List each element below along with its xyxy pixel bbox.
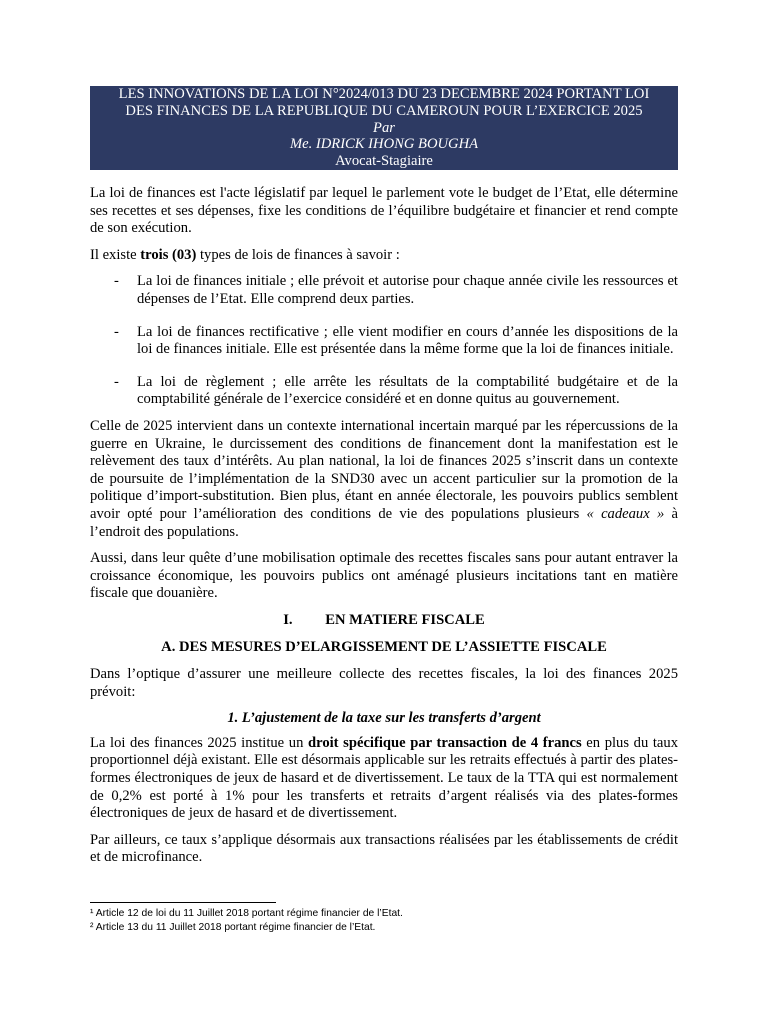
types-text-after: types de lois de finances à savoir : — [196, 246, 400, 263]
list-item — [90, 273, 678, 308]
footnote-separator — [90, 902, 276, 903]
context-text-after: à l’endroit des populations. — [90, 505, 678, 540]
intro-paragraph: La loi de finances est l'acte législatif par lequel le parlement vote le budget de l’Etat, elle détermine ses recettes et ses dépenses, fixe les conditions de l’équilibre budgétaire et financier et rend compte de son exécution. — [90, 185, 678, 237]
subheading-1: 1. L’ajustement de la taxe sur les transferts d’argent — [227, 710, 541, 727]
title-line-2: DES FINANCES DE LA REPUBLIQUE DU CAMEROUN POUR L’EXERCICE 2025 — [125, 102, 643, 119]
section-title: EN MATIERE FISCALE — [325, 611, 485, 628]
title-banner — [90, 86, 678, 170]
aussi-paragraph: Aussi, dans leur quête d’une mobilisation optimale des recettes fiscales sans pour autant entraver la croissance économique, les pouvoirs publics ont aménagé plusieurs incitations tant en matière fiscale que douanière. — [90, 550, 678, 602]
optique-paragraph: Dans l’optique d’assurer une meilleure collecte des recettes fiscales, la loi des finances 2025 prévoit: — [90, 666, 678, 700]
types-list — [90, 273, 678, 409]
by-label: Par — [373, 119, 395, 136]
tta-text-before: La loi des finances 2025 institue un — [90, 734, 308, 751]
title-line-1: LES INNOVATIONS DE LA LOI N°2024/013 DU 23 DECEMBRE 2024 PORTANT LOI — [118, 86, 650, 102]
context-text-before: Celle de 2025 intervient dans un contexte international incertain marqué par les répercussions de la guerre en Ukraine, le durcissement des conditions de financement dont la manifestation est le relèvement des taux d’intérêts. Au plan national, la loi de finances 2025 s’inscrit dans un contexte de poursuite de l’implémentation de la SND30 avec un accent particulier sur la promotion de la politique d’import-substitution. Bien plus, étant en année électorale, les pouvoirs publics semblent avoir opté pour l’amélioration des conditions de vie des populations plusieurs — [90, 417, 678, 522]
document-body — [90, 185, 678, 876]
tta-bold: droit spécifique par transaction de 4 francs — [308, 734, 582, 751]
subsection-heading-a: A. DES MESURES D’ELARGISSEMENT DE L’ASSIETTE FISCALE — [161, 639, 607, 656]
tta-paragraph — [90, 735, 678, 823]
types-paragraph — [90, 247, 678, 265]
author-name: Me. IDRICK IHONG BOUGHA — [289, 136, 479, 153]
list-item-text: La loi de finances rectificative ; elle vient modifier en cours d’année les dispositions de la loi de finances initiale. Elle est présentée dans la même forme que la loi de finances initiale. — [137, 323, 678, 358]
footnotes — [90, 907, 678, 935]
footnote-2: ² Article 13 du 11 Juillet 2018 portant régime financier de l’Etat. — [90, 922, 376, 933]
types-text-before: Il existe — [90, 246, 141, 263]
list-item-text: La loi de finances initiale ; elle prévoit et autorise pour chaque année civile les ressources et dépenses de l’Etat. Elle comprend deux parties. — [137, 273, 678, 307]
section-heading-1 — [90, 612, 678, 630]
ailleurs-paragraph: Par ailleurs, ce taux s’applique désormais aux transactions réalisées par les établissements de crédit et de microfinance. — [90, 831, 678, 866]
types-count: trois (03) — [140, 246, 197, 263]
tta-text-after: en plus du taux proportionnel déjà existant. Elle est désormais applicable sur les retraits effectués à partir des plates-formes électroniques de jeux de hasard et de divertissement. Le taux de la TTA qui est normalement de 0,2% est porté à 1% pour les transferts et retraits d’argent réalisés via des plates-formes électroniques de jeux de hasard et de divertissement. — [90, 734, 678, 822]
section-number: I. — [283, 611, 293, 628]
author-role: Avocat-Stagiaire — [335, 153, 433, 170]
list-item-text: La loi de règlement ; elle arrête les résultats de la comptabilité budgétaire et de la comptabilité générale de l’exercice considéré et en donne quitus au gouvernement. — [137, 373, 678, 408]
context-paragraph — [90, 418, 678, 541]
list-bullet: - — [114, 373, 119, 390]
footnote-1: ¹ Article 12 de loi du 11 Juillet 2018 portant régime financier de l’Etat. — [90, 908, 403, 919]
context-quote: « cadeaux » — [586, 505, 665, 522]
list-item — [90, 324, 678, 359]
list-item — [90, 374, 678, 409]
list-bullet: - — [114, 323, 119, 340]
list-bullet: - — [114, 273, 119, 290]
